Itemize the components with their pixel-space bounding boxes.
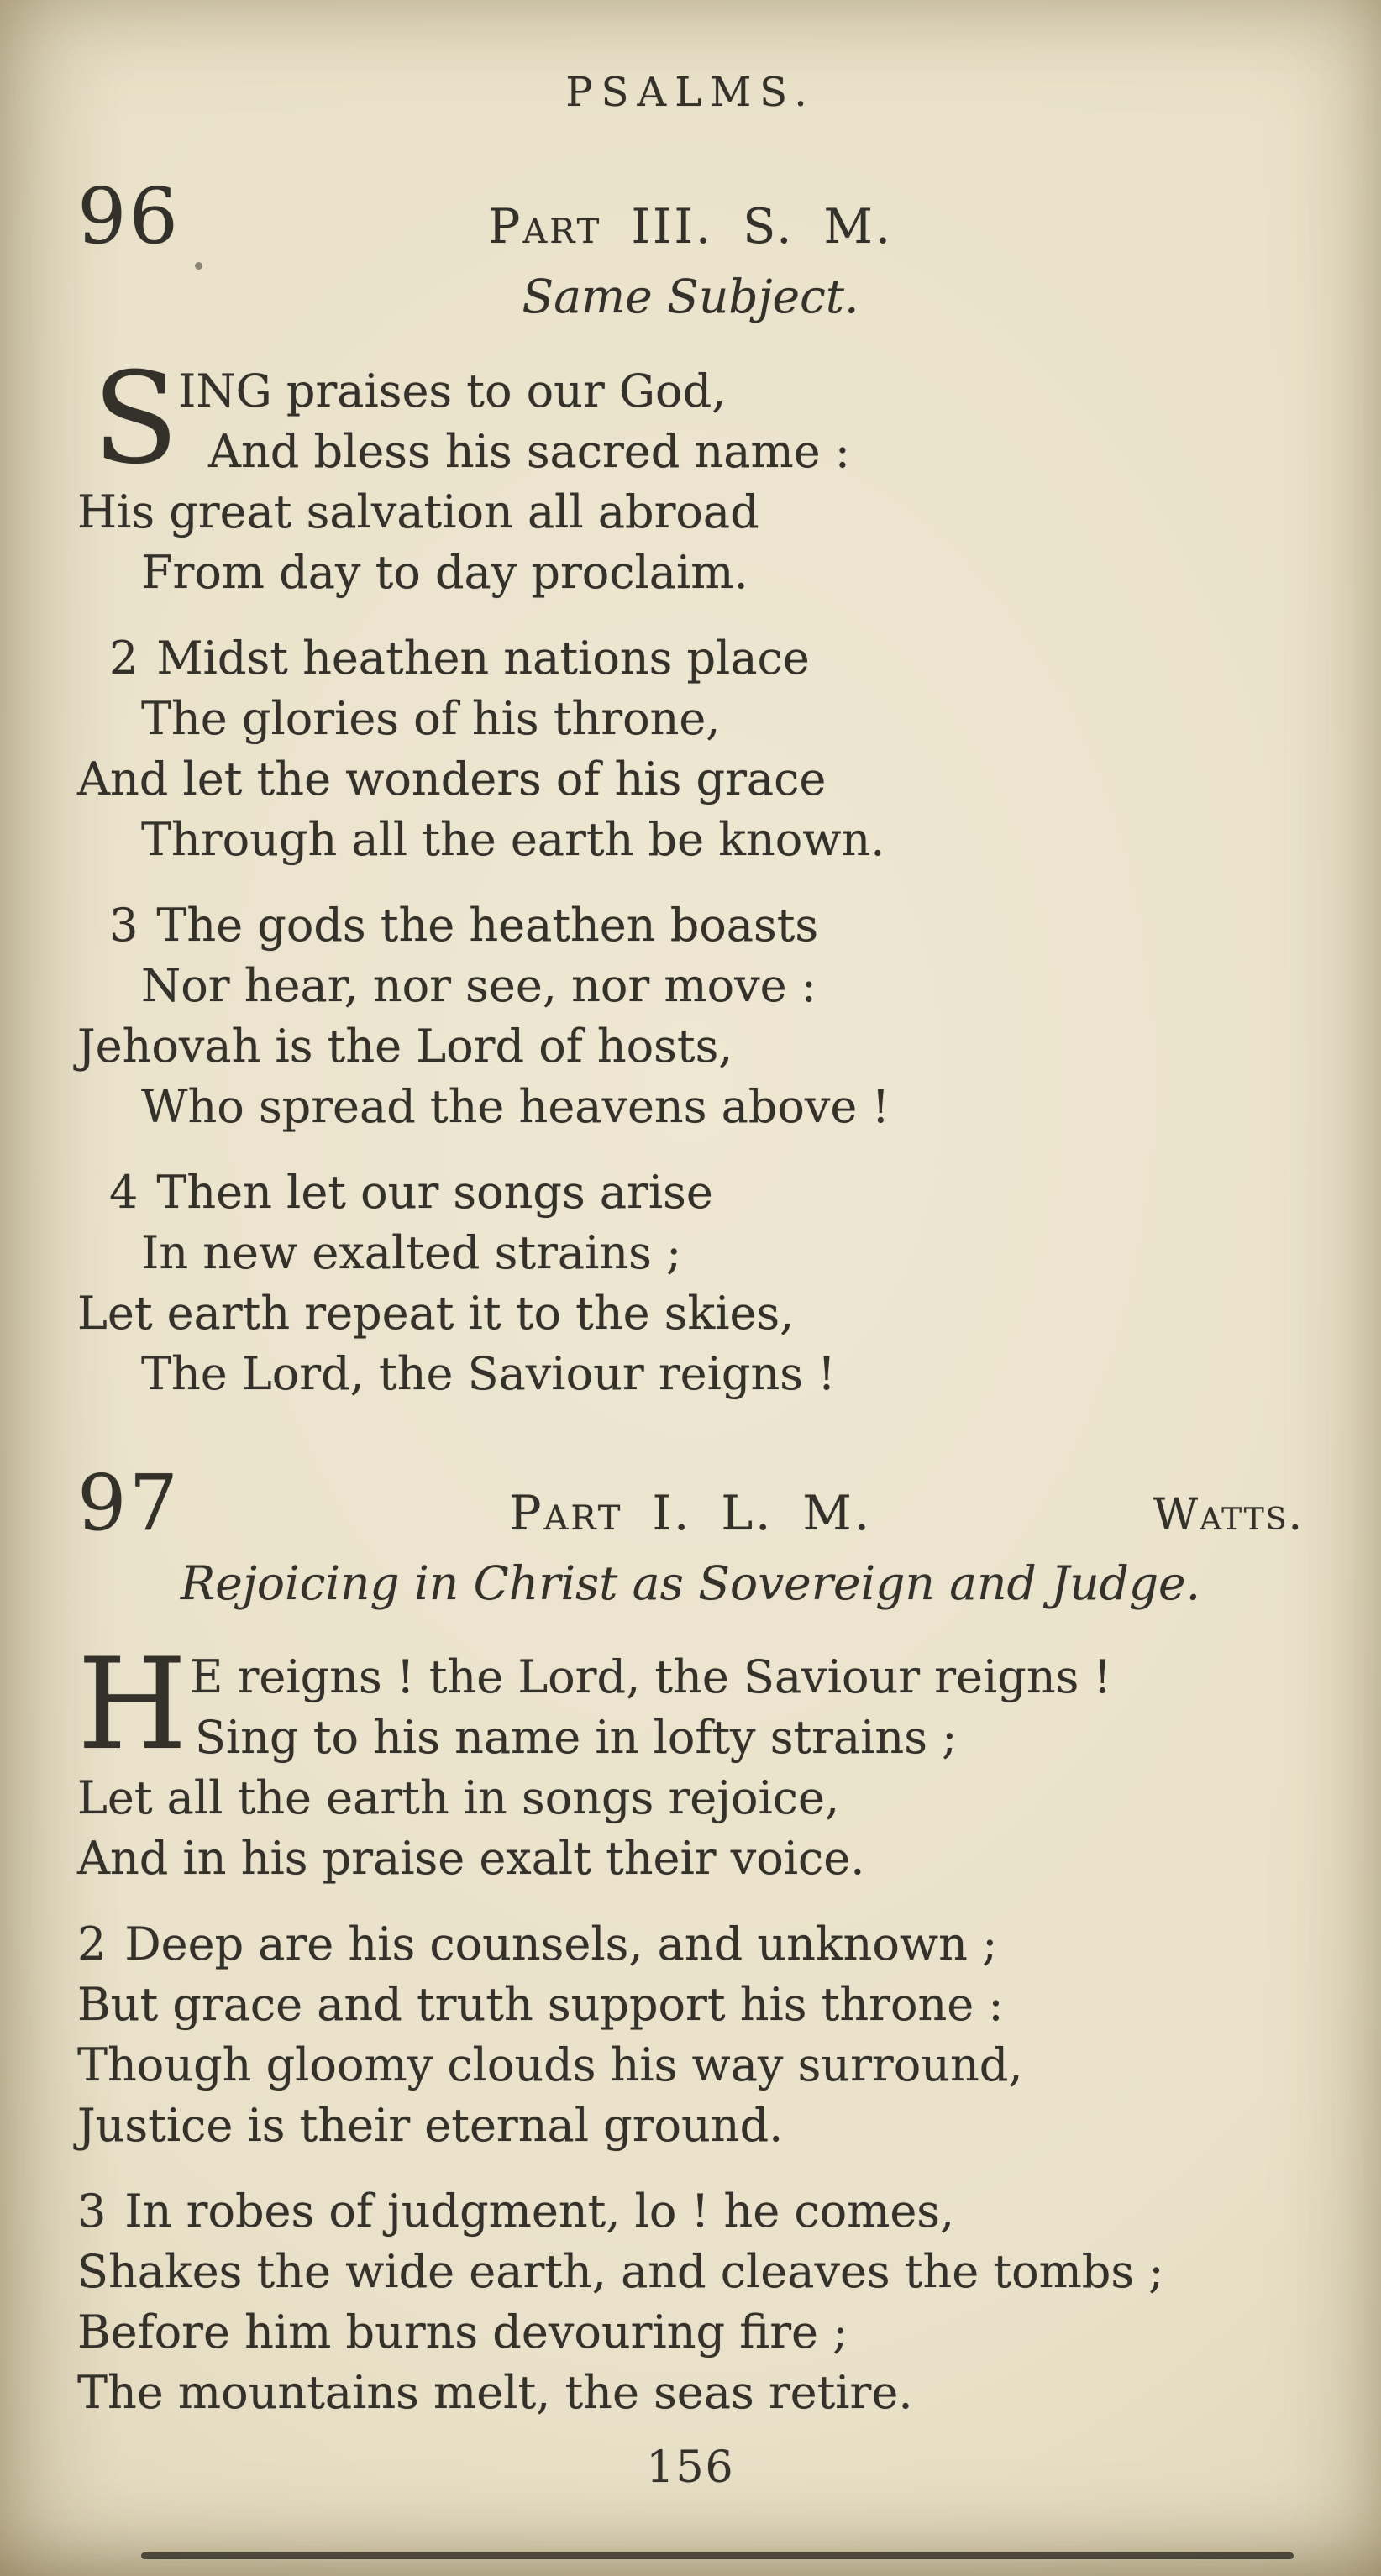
running-head: PSALMS. [565, 69, 816, 116]
verse-line [77, 895, 1304, 956]
hymn-number: 96 [77, 171, 181, 261]
verse-line [77, 1914, 1304, 1975]
verse-line: And let the wonders of his grace [77, 752, 827, 805]
hymn-header [77, 1457, 1304, 1548]
verse-line-text: The gods the heathen boasts [156, 898, 819, 952]
verse-line: Though gloomy clouds his way surround, [77, 2038, 1023, 2091]
drop-cap-initial: H [77, 1632, 187, 1778]
verse-line: From day to day proclaim. [141, 545, 748, 599]
verse-line-text: Midst heathen nations place [156, 631, 810, 685]
drop-cap-initial: S [92, 345, 179, 492]
verse [77, 895, 1304, 1137]
verse-line: Jehovah is the Lord of hosts, [77, 1019, 733, 1073]
verse-line: E reigns ! the Lord, the Saviour reigns ! [190, 1650, 1112, 1703]
hymn-header [77, 171, 1304, 261]
verse-line: Sing to his name in lofty strains ; [195, 1711, 958, 1764]
verse [77, 628, 1304, 870]
verse-line [77, 2181, 1304, 2242]
page-number: 156 [646, 2442, 735, 2493]
verse-line: Let all the earth in songs rejoice, [77, 1771, 840, 1824]
verse-line-text: In robes of judgment, lo ! he comes, [124, 2185, 955, 2238]
verse-number: 2 [77, 1918, 107, 1970]
hymn-number: 97 [77, 1457, 181, 1548]
hymn-author: Watts. [1153, 1489, 1304, 1540]
verse-line-text: Then let our songs arise [156, 1165, 713, 1219]
hymn-subtitle: Same Subject. [522, 270, 859, 323]
verse [77, 2181, 1304, 2423]
verse [77, 1632, 1304, 1889]
hymn-part-meter: Part I. L. M. [509, 1485, 872, 1541]
verse [77, 1914, 1304, 2156]
verse-line: The Lord, the Saviour reigns ! [141, 1346, 836, 1400]
verse-number: 2 [109, 631, 139, 685]
verse-line: Before him burns devouring fire ; [77, 2306, 848, 2358]
verse-number: 3 [77, 2185, 107, 2238]
hymn-96 [77, 171, 1304, 1404]
hymn-part-meter: Part III. S. M. [488, 199, 893, 254]
verse-line [77, 628, 1304, 689]
verse-line: Who spread the heavens above ! [141, 1079, 890, 1133]
hymn-subtitle: Rejoicing in Christ as Sovereign and Judge. [180, 1556, 1201, 1610]
verse-line: Nor hear, nor see, nor move : [141, 958, 817, 1012]
verse-line: Let earth repeat it to the skies, [77, 1286, 795, 1340]
verse [77, 345, 1304, 603]
hymn-97 [77, 1457, 1304, 2424]
verse-line-text: Deep are his counsels, and unknown ; [124, 1918, 998, 1970]
verse-line: The glories of his throne, [141, 691, 721, 745]
verse-line: The mountains melt, the seas retire. [77, 2366, 913, 2419]
verse-line: ING praises to our God, [178, 364, 727, 417]
verse-line: Through all the earth be known. [141, 812, 885, 866]
verse-line: Shakes the wide earth, and cleaves the tombs ; [77, 2245, 1164, 2298]
verse-line: And bless his sacred name : [208, 424, 850, 478]
verse-line: In new exalted strains ; [141, 1225, 682, 1279]
verse-number: 4 [109, 1165, 139, 1219]
scan-edge-line [141, 2552, 1294, 2559]
verse-line: But grace and truth support his throne : [77, 1978, 1004, 2031]
verse-line [77, 1162, 1304, 1223]
verse-line: His great salvation all abroad [77, 485, 759, 538]
verse [77, 1162, 1304, 1404]
verse-line: And in his praise exalt their voice. [77, 1832, 865, 1885]
verse-number: 3 [109, 898, 139, 952]
verse-line: Justice is their eternal ground. [77, 2099, 784, 2152]
scan-speck [195, 262, 202, 270]
